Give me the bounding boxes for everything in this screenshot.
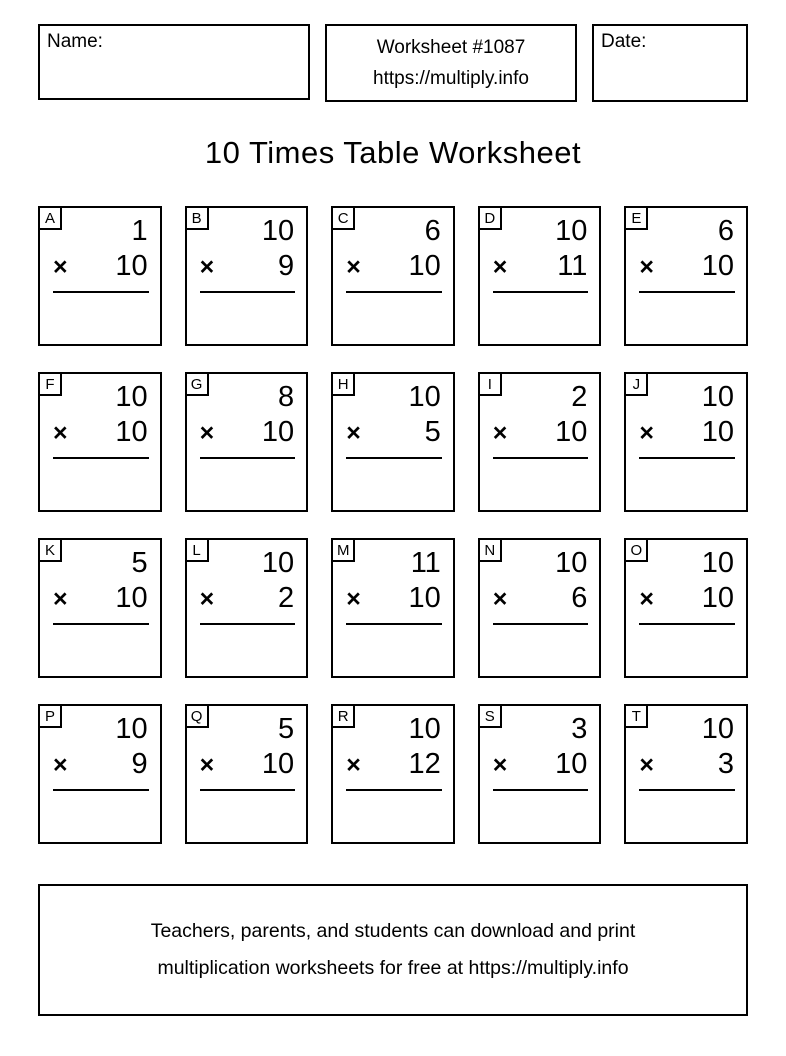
multiplier-row <box>333 414 453 451</box>
problem-letter-label: B <box>185 206 209 230</box>
multiplicand: 3 <box>571 713 588 745</box>
multiplicand: 10 <box>115 381 148 413</box>
problem-letter-label: P <box>38 704 62 728</box>
multiplicand: 6 <box>717 215 734 247</box>
worksheet-info-box <box>325 24 577 102</box>
problem-cell-m <box>331 538 455 678</box>
answer-space[interactable] <box>333 459 453 511</box>
multiplicand: 6 <box>424 215 441 247</box>
answer-space[interactable] <box>40 625 160 677</box>
multiplier: 2 <box>278 582 295 614</box>
multiplier: 10 <box>261 748 295 780</box>
problem-letter-label: O <box>624 538 648 562</box>
answer-space[interactable] <box>333 791 453 843</box>
multiplier: 10 <box>261 416 295 448</box>
multiplier: 10 <box>115 416 148 448</box>
problem-cell-s <box>478 704 602 844</box>
header-row <box>38 24 748 102</box>
problem-letter-label: G <box>185 372 209 396</box>
problem-cell-b <box>185 206 309 346</box>
problem-letter-label: C <box>331 206 355 230</box>
problem-cell-g <box>185 372 309 512</box>
multiply-sign: × <box>639 253 654 281</box>
name-label: Name: <box>47 31 103 52</box>
multiply-sign: × <box>199 751 215 779</box>
answer-space[interactable] <box>480 791 600 843</box>
problem-cell-c <box>331 206 455 346</box>
multiplier-row <box>333 248 453 285</box>
problem-letter-label: Q <box>185 704 209 728</box>
multiply-sign: × <box>53 253 68 281</box>
multiplier: 10 <box>555 748 588 780</box>
multiplier: 10 <box>701 582 734 614</box>
answer-space[interactable] <box>333 293 453 345</box>
multiplier-row <box>333 746 453 783</box>
answer-space[interactable] <box>187 293 307 345</box>
multiplier-row <box>333 580 453 617</box>
multiplicand: 10 <box>555 215 588 247</box>
multiplicand: 2 <box>571 381 588 413</box>
answer-space[interactable] <box>187 459 307 511</box>
problem-cell-n <box>478 538 602 678</box>
multiplier-row <box>626 580 746 617</box>
problem-letter-label: K <box>38 538 62 562</box>
problem-cell-p <box>38 704 162 844</box>
multiplier-row <box>626 746 746 783</box>
multiplicand: 10 <box>408 713 441 745</box>
footer-line-1: Teachers, parents, and students can download and print <box>150 920 636 942</box>
multiplier-row <box>480 580 600 617</box>
answer-space[interactable] <box>626 293 746 345</box>
problem-letter-label: H <box>331 372 355 396</box>
multiplier-row <box>40 414 160 451</box>
date-field-box[interactable] <box>592 24 748 102</box>
answer-space[interactable] <box>187 791 307 843</box>
multiply-sign: × <box>346 419 361 447</box>
problem-letter-label: F <box>38 372 62 396</box>
name-field-box[interactable] <box>38 24 310 100</box>
multiplier-row <box>40 248 160 285</box>
problem-cell-l <box>185 538 309 678</box>
answer-space[interactable] <box>626 791 746 843</box>
answer-space[interactable] <box>187 625 307 677</box>
multiply-sign: × <box>492 253 508 281</box>
multiply-sign: × <box>199 585 215 613</box>
multiplier-row <box>187 414 307 451</box>
multiplier: 10 <box>555 416 588 448</box>
problem-cell-h <box>331 372 455 512</box>
page-title: 10 Times Table Worksheet <box>204 135 582 170</box>
multiplicand: 10 <box>408 381 441 413</box>
multiplier: 10 <box>701 250 734 282</box>
problem-letter-label: E <box>624 206 648 230</box>
problem-cell-d <box>478 206 602 346</box>
problem-letter-label: I <box>478 372 502 396</box>
problem-cell-r <box>331 704 455 844</box>
answer-space[interactable] <box>40 293 160 345</box>
multiplier: 10 <box>115 582 148 614</box>
multiply-sign: × <box>639 751 654 779</box>
problem-cell-i <box>478 372 602 512</box>
multiply-sign: × <box>492 419 508 447</box>
multiplicand: 5 <box>278 713 295 745</box>
multiplier-row <box>187 580 307 617</box>
multiplier: 9 <box>131 748 148 780</box>
answer-space[interactable] <box>480 625 600 677</box>
multiplicand: 10 <box>701 547 734 579</box>
problem-cell-o <box>624 538 748 678</box>
multiply-sign: × <box>346 751 361 779</box>
multiplicand: 10 <box>701 381 734 413</box>
answer-space[interactable] <box>626 625 746 677</box>
multiplier-row <box>626 414 746 451</box>
multiply-sign: × <box>346 585 361 613</box>
answer-space[interactable] <box>626 459 746 511</box>
multiplier: 10 <box>408 250 441 282</box>
date-label: Date: <box>601 31 647 52</box>
multiplier: 12 <box>408 748 441 780</box>
multiplicand: 11 <box>410 547 441 579</box>
worksheet-page <box>38 0 748 1016</box>
multiplier: 3 <box>717 748 734 780</box>
answer-space[interactable] <box>480 459 600 511</box>
multiplier-row <box>40 580 160 617</box>
multiplier: 10 <box>408 582 441 614</box>
answer-space[interactable] <box>40 791 160 843</box>
problem-cell-e <box>624 206 748 346</box>
worksheet-url: https://multiply.info <box>373 68 529 89</box>
problem-letter-label: L <box>185 538 209 562</box>
multiplier-row <box>626 248 746 285</box>
multiplier-row <box>187 746 307 783</box>
multiply-sign: × <box>492 585 508 613</box>
multiply-sign: × <box>639 585 654 613</box>
worksheet-number: Worksheet #1087 <box>376 37 526 58</box>
multiplier: 10 <box>701 416 734 448</box>
problem-letter-label: J <box>624 372 648 396</box>
problem-letter-label: A <box>38 206 62 230</box>
multiply-sign: × <box>199 253 215 281</box>
multiply-sign: × <box>53 585 68 613</box>
multiply-sign: × <box>53 751 68 779</box>
multiply-sign: × <box>53 419 68 447</box>
multiplier-row <box>480 414 600 451</box>
problem-cell-j <box>624 372 748 512</box>
multiply-sign: × <box>492 751 508 779</box>
multiplicand: 10 <box>701 713 734 745</box>
multiplicand: 8 <box>278 381 295 413</box>
problem-letter-label: S <box>478 704 502 728</box>
multiplier-row <box>480 248 600 285</box>
multiplicand: 10 <box>261 215 295 247</box>
multiplicand: 10 <box>115 713 148 745</box>
problem-letter-label: T <box>624 704 648 728</box>
problems-grid <box>38 206 748 844</box>
multiplier: 6 <box>571 582 588 614</box>
multiplicand: 10 <box>261 547 295 579</box>
multiplier-row <box>480 746 600 783</box>
problem-letter-label: N <box>478 538 502 562</box>
multiply-sign: × <box>346 253 361 281</box>
answer-space[interactable] <box>333 625 453 677</box>
problem-cell-t <box>624 704 748 844</box>
answer-space[interactable] <box>480 293 600 345</box>
problem-cell-f <box>38 372 162 512</box>
problem-cell-k <box>38 538 162 678</box>
footer-line-2: multiplication worksheets for free at https://multiply.info <box>157 957 629 979</box>
multiplicand: 1 <box>131 215 148 247</box>
multiplier: 9 <box>278 250 295 282</box>
multiplier: 10 <box>115 250 148 282</box>
footer-box <box>38 884 748 1016</box>
multiplier: 11 <box>557 250 588 282</box>
problem-cell-q <box>185 704 309 844</box>
problem-letter-label: R <box>331 704 355 728</box>
problem-letter-label: D <box>478 206 502 230</box>
multiply-sign: × <box>199 419 215 447</box>
multiply-sign: × <box>639 419 654 447</box>
multiplier-row <box>187 248 307 285</box>
problem-letter-label: M <box>331 538 355 562</box>
multiplier: 5 <box>424 416 441 448</box>
multiplicand: 5 <box>131 547 148 579</box>
answer-space[interactable] <box>40 459 160 511</box>
problem-cell-a <box>38 206 162 346</box>
multiplier-row <box>40 746 160 783</box>
multiplicand: 10 <box>555 547 588 579</box>
